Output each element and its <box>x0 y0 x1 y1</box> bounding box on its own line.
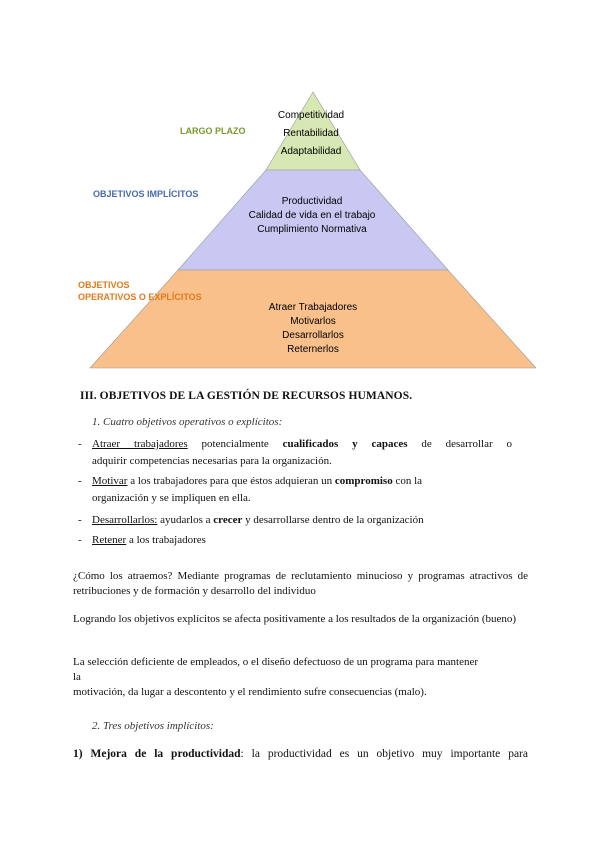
pyramid-bottom-item-2: Motivarlos <box>290 316 336 327</box>
pyramid-middle-item-1: Productividad <box>281 196 343 207</box>
bullet-underlined-term: Desarrollarlos: <box>92 514 158 526</box>
list-dash: - <box>78 438 82 450</box>
list-item <box>0 532 600 549</box>
bullet-text-end: y desarrollarse dentro de la organización <box>242 514 424 526</box>
bullet-text-end: con la <box>392 475 423 487</box>
objectives-pyramid-diagram <box>0 0 600 380</box>
paragraph-line: La selección deficiente de empleados, o el diseño defectuoso de un programa para mantener <box>73 656 478 668</box>
pyramid-bottom-item-4: Reternerlos <box>287 344 339 355</box>
list-dash: - <box>78 534 82 546</box>
list-item <box>0 512 600 529</box>
pyramid-middle-item-3: Cumplimiento Normativa <box>257 224 367 235</box>
subheading-explicit-objectives: 1. Cuatro objetivos operativos o explícitos: <box>92 416 283 428</box>
bullet-underlined-term: Motivar <box>92 475 128 487</box>
paragraph-line: la <box>73 671 81 683</box>
bullet-text: a los trabajadores para que éstos adquieran un <box>127 475 335 487</box>
bullet-text: a los trabajadores <box>126 534 206 546</box>
bullet-bold-term: crecer <box>213 514 243 526</box>
list-item <box>0 436 600 470</box>
bullet-underlined-term: Retener <box>92 534 127 546</box>
bullet-underlined-term: Atraer trabajadores <box>92 438 188 450</box>
list-dash: - <box>78 514 82 526</box>
section-heading: III. OBJETIVOS DE LA GESTIÓN DE RECURSOS HUMANOS. <box>80 390 413 402</box>
productivity-paragraph <box>73 748 528 760</box>
paragraph-line: motivación, da lugar a descontento y el rendimiento sufre consecuencias (malo). <box>73 686 427 698</box>
paragraph-deficient-selection <box>73 655 528 700</box>
paragraph-attract: ¿Cómo los atraemos? Mediante programas de reclutamiento minucioso y programas atractivos de retribuciones y de formación y desarrollo del individuo <box>73 570 528 597</box>
list-dash: - <box>78 475 82 487</box>
bullet-line2: adquirir competencias necesarias para la organización. <box>92 455 332 467</box>
bullet-text: ayudarlos a <box>157 514 214 526</box>
pyramid-top-item-3: Adaptabilidad <box>280 146 342 157</box>
objetivos-implicitos-label: OBJETIVOS IMPLÍCITOS <box>93 189 199 199</box>
objetivos-operativos-label-line1: OBJETIVOS <box>78 280 130 290</box>
bullet-text-end: de desarrollar o <box>407 438 512 450</box>
pyramid-top-item-2: Rentabilidad <box>283 128 339 139</box>
largo-plazo-label: LARGO PLAZO <box>180 126 246 136</box>
bullet-text: potencialmente <box>187 438 283 450</box>
bullet-line2: organización y se impliquen en ella. <box>92 492 251 504</box>
paragraph-explicit-results: Logrando los objetivos explícitos se afecta positivamente a los resultados de la organización (bueno) <box>73 613 517 625</box>
subheading-implicit-objectives: 2. Tres objetivos implícitos: <box>92 720 214 732</box>
pyramid-bottom-item-1: Atraer Trabajadores <box>268 302 358 313</box>
pyramid-middle-item-2: Calidad de vida en el trabajo <box>248 210 376 221</box>
bullet-bold-term: compromiso <box>334 475 393 487</box>
pyramid-top-item-1: Competitividad <box>277 110 345 121</box>
productivity-text: : la productividad es un objetivo muy importante para <box>240 748 528 760</box>
pyramid-bottom-item-3: Desarrollarlos <box>282 330 344 341</box>
list-item <box>0 473 600 507</box>
objetivos-operativos-label-line2: OPERATIVOS O EXPLÍCITOS <box>78 292 202 302</box>
bullet-bold-term: cualificados y capaces <box>282 438 408 450</box>
productivity-bold-title: 1) Mejora de la productividad <box>73 748 241 760</box>
